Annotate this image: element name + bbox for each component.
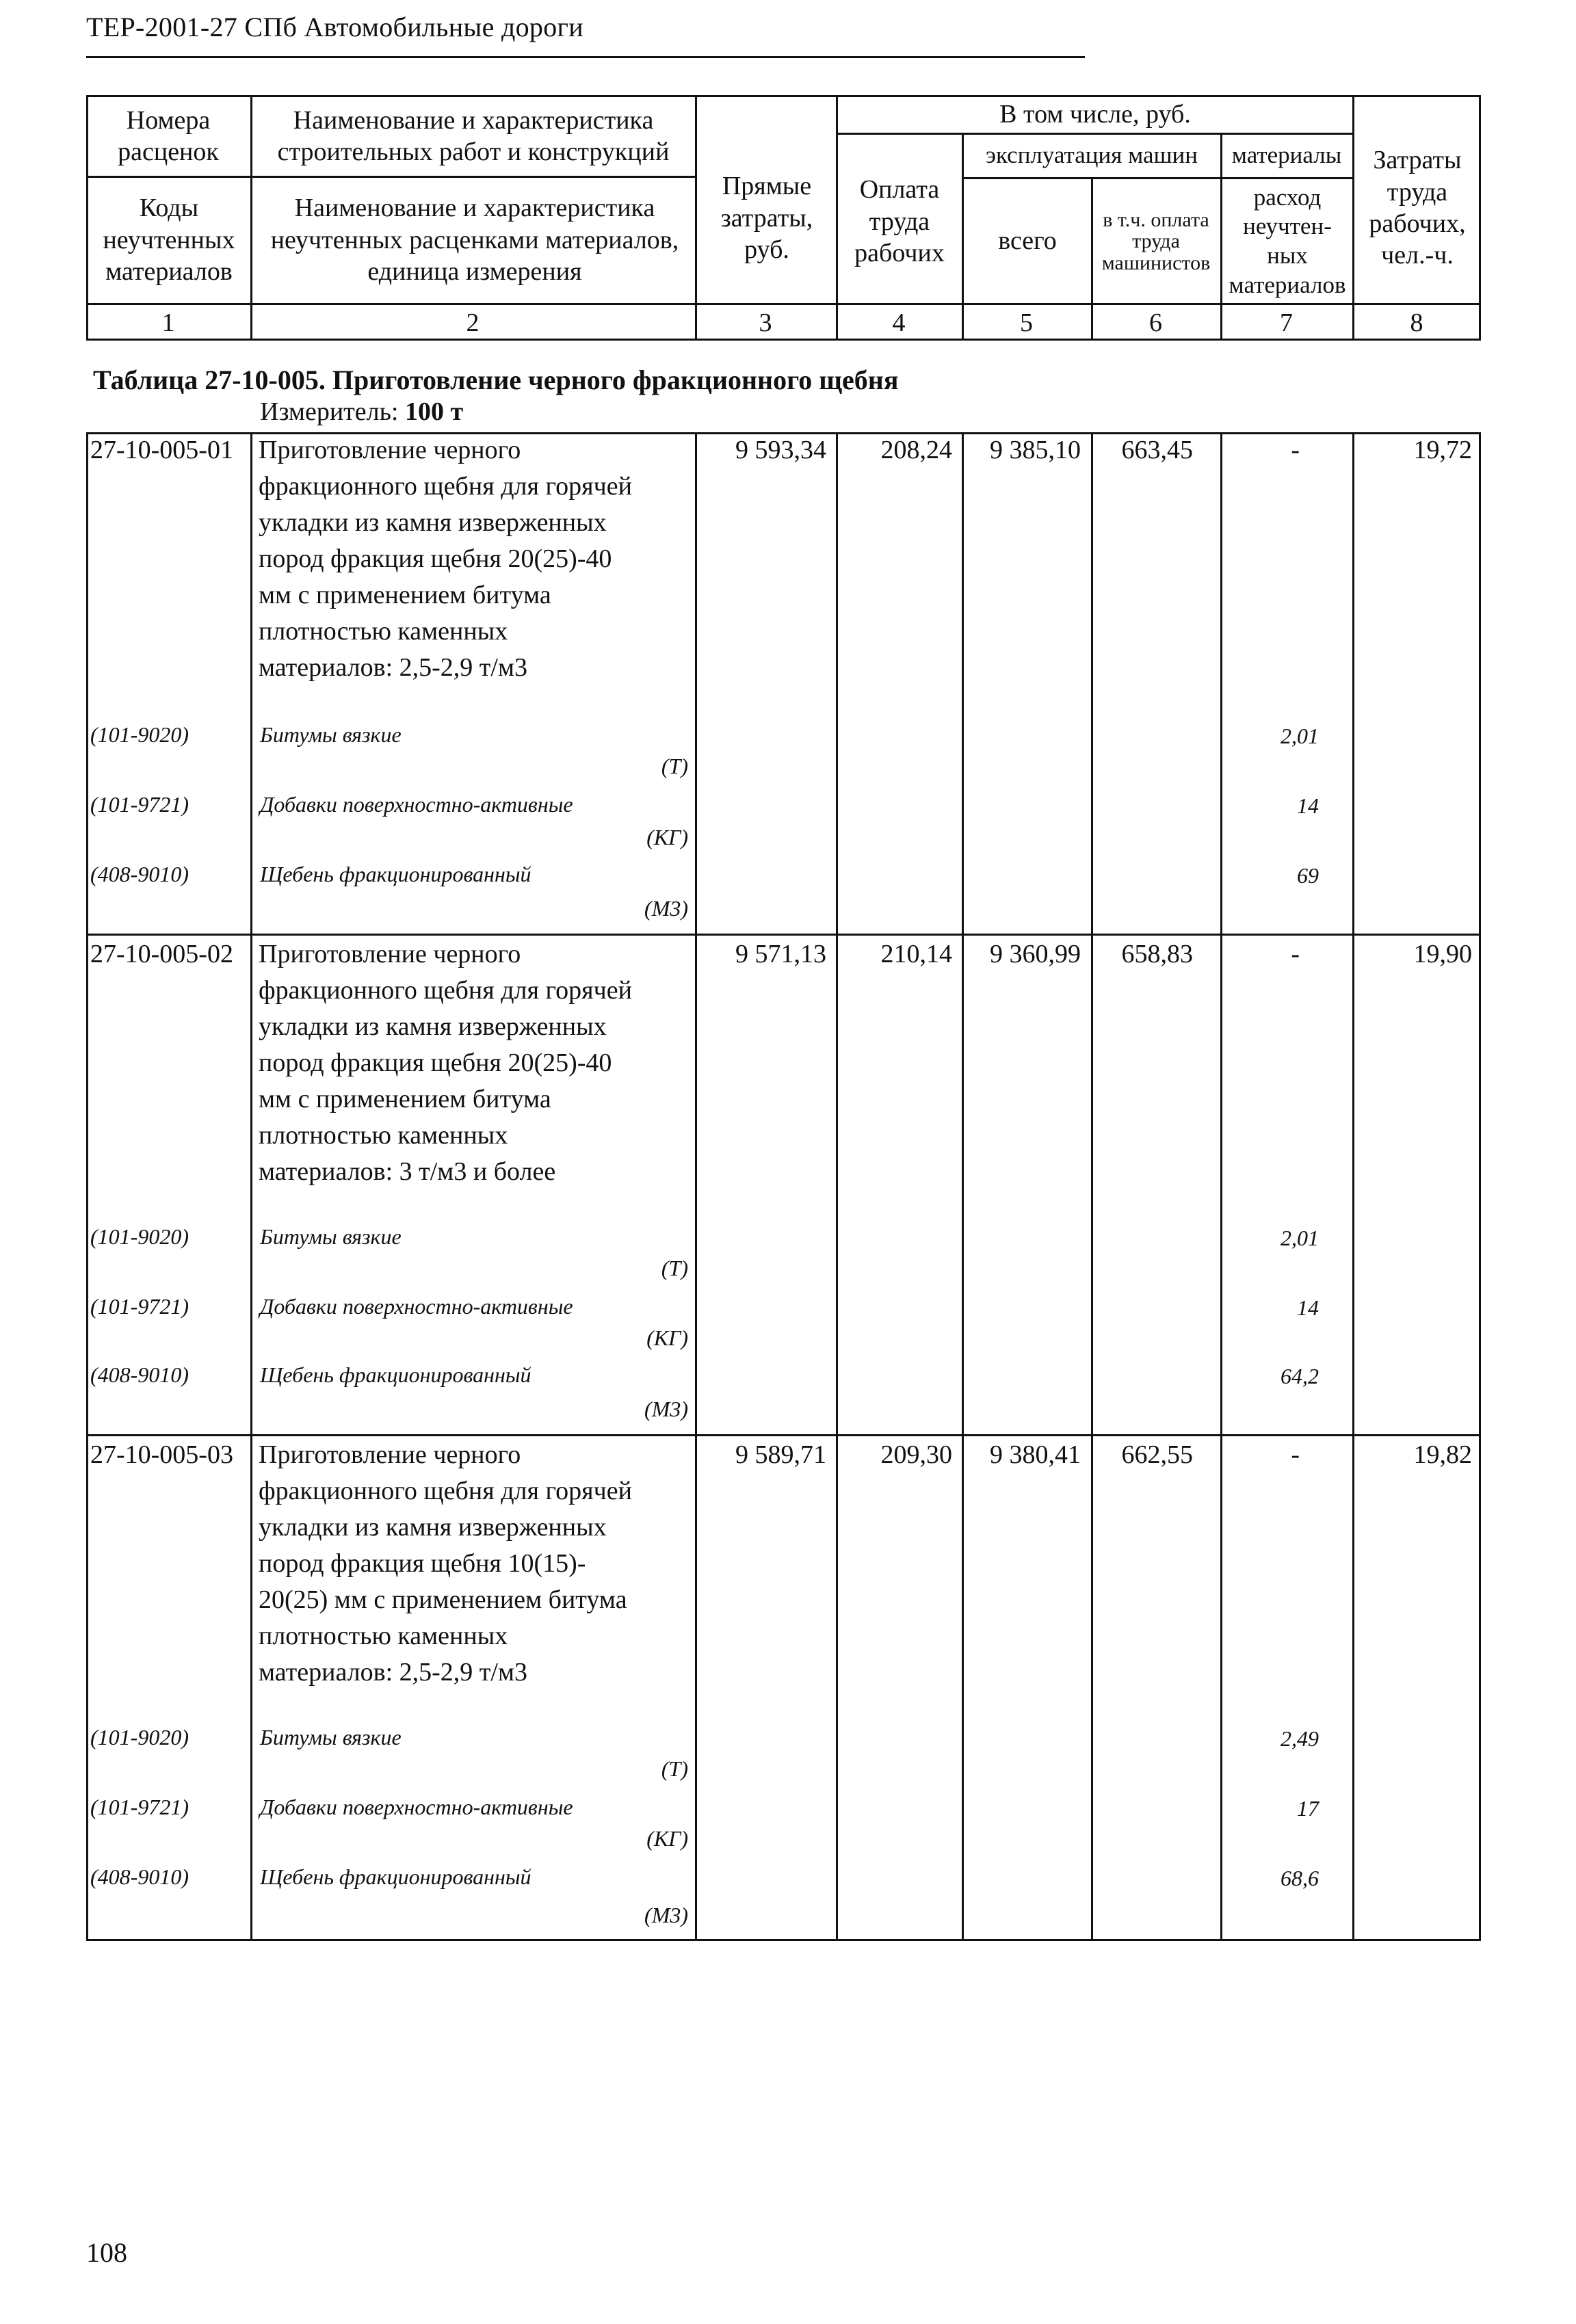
machinists-pay: 658,83 [1121, 940, 1193, 968]
materials-cost: - [1291, 1440, 1300, 1469]
column-header-table [86, 95, 1481, 341]
material-name: Битумы вязкие [260, 1725, 402, 1749]
col-number-3: 3 [759, 308, 772, 337]
material-code: (101-9721) [90, 1795, 189, 1819]
work-description-line: укладки из камня изверженных [259, 1012, 607, 1041]
direct-cost: 9 593,34 [735, 436, 826, 464]
work-description-line: укладки из камня изверженных [259, 1513, 607, 1542]
material-code: (101-9020) [90, 1725, 189, 1749]
material-name: Битумы вязкие [260, 1224, 402, 1249]
machines-total: 9 385,10 [990, 436, 1081, 464]
col-number-6: 6 [1149, 308, 1162, 337]
col-number-5: 5 [1020, 308, 1033, 337]
labor-pay: 209,30 [880, 1440, 952, 1469]
work-description-line: Приготовление черного [259, 1440, 521, 1469]
material-name: Щебень фракционированный [260, 1864, 531, 1889]
material-quantity: 2,49 [1280, 1726, 1319, 1751]
work-description-line: фракционного щебня для горячей [259, 1477, 632, 1505]
material-code: (408-9010) [90, 1864, 189, 1889]
col-number-2: 2 [466, 308, 480, 337]
work-description-line: Приготовление черного [259, 940, 521, 968]
material-quantity: 17 [1297, 1796, 1319, 1821]
col5-header: всего [998, 226, 1057, 255]
material-unit: (М3) [644, 1903, 688, 1927]
col1-header-top: Номера расценок [118, 105, 219, 166]
work-description-line: мм с применением битума [259, 581, 551, 609]
labor-pay: 208,24 [880, 436, 952, 464]
col3-header: Прямые затраты, руб. [720, 172, 813, 265]
col1-header-bottom: Коды неучтенных материалов [103, 194, 235, 287]
direct-cost: 9 589,71 [735, 1440, 826, 1469]
material-unit: (КГ) [646, 1325, 688, 1350]
material-code: (101-9020) [90, 722, 189, 747]
material-quantity: 64,2 [1280, 1364, 1319, 1388]
work-description-line: фракционного щебня для горячей [259, 976, 632, 1005]
col2-header-top: Наименование и характеристика строительных работ и конструкций [277, 105, 670, 166]
measure-value: 100 т [405, 397, 464, 426]
material-name: Добавки поверхностно-активные [260, 792, 573, 817]
material-quantity: 14 [1297, 793, 1319, 818]
material-quantity: 68,6 [1280, 1866, 1319, 1890]
direct-cost: 9 571,13 [735, 940, 826, 968]
work-description-line: пород фракция щебня 20(25)-40 [259, 544, 612, 573]
work-description-line: плотностью каменных [259, 617, 508, 646]
material-name: Щебень фракционированный [260, 1362, 531, 1387]
table-title: Таблица 27-10-005. Приготовление черного фракционного щебня [93, 365, 899, 395]
work-description-line: плотностью каменных [259, 1622, 508, 1650]
machinists-pay: 662,55 [1121, 1440, 1193, 1469]
col-number-1: 1 [161, 308, 175, 337]
material-unit: (М3) [644, 896, 688, 921]
material-quantity: 2,01 [1280, 1226, 1319, 1250]
work-description-line: укладки из камня изверженных [259, 508, 607, 537]
header-rule [86, 56, 1085, 58]
work-description-line: плотностью каменных [259, 1121, 508, 1150]
machines-total: 9 360,99 [990, 940, 1081, 968]
materials-cost: - [1291, 436, 1300, 464]
material-unit: (КГ) [646, 1826, 688, 1851]
machines-header: эксплуатация машин [986, 141, 1198, 168]
labor-pay: 210,14 [880, 940, 952, 968]
work-description-line: Приготовление черного [259, 436, 521, 464]
material-unit: (Т) [661, 1756, 688, 1781]
measure-label: Измеритель: [260, 397, 399, 426]
machines-total: 9 380,41 [990, 1440, 1081, 1469]
work-description-line: мм с применением битума [259, 1085, 551, 1113]
material-code: (408-9010) [90, 1362, 189, 1387]
material-quantity: 69 [1297, 863, 1319, 888]
material-quantity: 14 [1297, 1295, 1319, 1320]
material-name: Битумы вязкие [260, 722, 402, 747]
material-quantity: 2,01 [1280, 724, 1319, 748]
labor-hours: 19,90 [1413, 940, 1472, 968]
work-description-line: пород фракция щебня 10(15)- [259, 1549, 586, 1578]
work-description-line: пород фракция щебня 20(25)-40 [259, 1048, 612, 1077]
material-code: (101-9020) [90, 1224, 189, 1249]
material-unit: (КГ) [646, 825, 688, 849]
rate-code: 27-10-005-03 [90, 1440, 233, 1469]
col-number-4: 4 [892, 308, 906, 337]
col-number-7: 7 [1280, 308, 1293, 337]
material-unit: (Т) [661, 1256, 688, 1280]
col8-header: Затраты труда рабочих, чел.-ч. [1369, 146, 1466, 270]
work-description-line: материалов: 3 т/м3 и более [259, 1157, 556, 1186]
col6-header: в т.ч. оплата труда машинистов [1101, 208, 1211, 274]
material-unit: (М3) [644, 1397, 688, 1421]
work-description-line: материалов: 2,5-2,9 т/м3 [259, 653, 528, 682]
rates-table [86, 432, 1481, 1941]
col-number-8: 8 [1410, 308, 1423, 337]
rate-code: 27-10-005-02 [90, 940, 233, 968]
work-description-line: фракционного щебня для горячей [259, 472, 632, 501]
col4-header: Оплата труда рабочих [854, 175, 945, 268]
group-header: В том числе, руб. [999, 99, 1191, 129]
machinists-pay: 663,45 [1121, 436, 1193, 464]
material-code: (101-9721) [90, 1294, 189, 1319]
materials-cost: - [1291, 940, 1300, 968]
material-name: Щебень фракционированный [260, 862, 531, 886]
col7-header: расход неучтен-ных материалов [1229, 183, 1346, 298]
material-name: Добавки поверхностно-активные [260, 1294, 573, 1319]
materials-header: материалы [1231, 141, 1342, 168]
work-description-line: материалов: 2,5-2,9 т/м3 [259, 1658, 528, 1687]
col2-header-bottom: Наименование и характеристика неучтенных расценками материалов, единица измерения [270, 194, 679, 287]
work-description-line: 20(25) мм с применением битума [259, 1585, 627, 1614]
labor-hours: 19,72 [1413, 436, 1472, 464]
running-title: ТЕР-2001-27 СПб Автомобильные дороги [86, 12, 583, 42]
material-code: (101-9721) [90, 792, 189, 817]
labor-hours: 19,82 [1413, 1440, 1472, 1469]
page-number: 108 [86, 2237, 127, 2268]
measure-line [260, 397, 463, 427]
material-name: Добавки поверхностно-активные [260, 1795, 573, 1819]
rate-code: 27-10-005-01 [90, 436, 233, 464]
material-code: (408-9010) [90, 862, 189, 886]
material-unit: (Т) [661, 754, 688, 778]
